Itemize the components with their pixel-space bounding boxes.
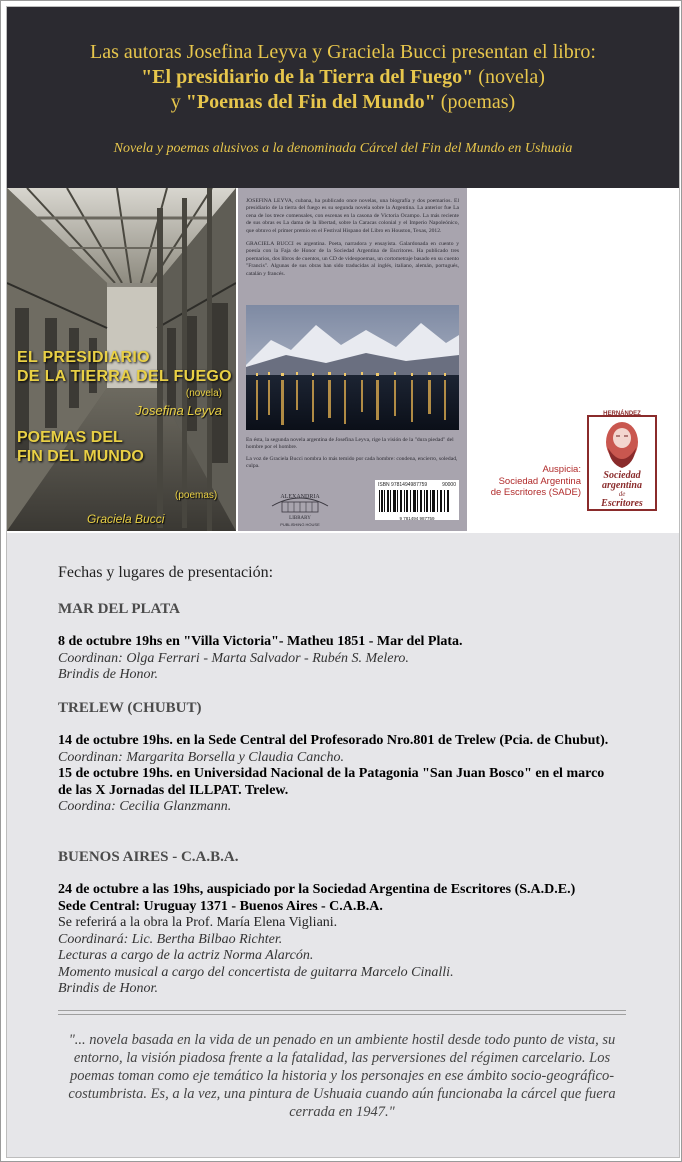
book-quote: "... novela basada en la vida de un penado en un ambiente hostil desde todo punto de vista, su entorno, la visión piadosa frente a la fatalidad, las perversiones del régimen carcelario. Los poemas toman como eje temático la historia y los personajes en ese ámbito socio-geográfico-costumbrista. Es, a la vez, una pintura de Ushuaia cuando aún funcionaba la cárcel que fuera cerrada en 1947." bbox=[68, 1032, 616, 1120]
event-extra: Brindis de Honor. bbox=[58, 981, 158, 996]
cover-title-novel bbox=[17, 348, 232, 386]
bio-bucci: GRACIELA BUCCI es argentina. Poeta, narradora y ensayista. Galardonada en cuento y poesía con la Faja de Honor de la Sociedad Argentina de Escritores. Ha publicado tres poemarios, dos libros de cuentos, un CD de videopoemas, un cortometraje basado en su cuento "Francis". Algunas de sus obras han sido traducidas al inglés, italiano, alemán, portugués, catalán y francés. bbox=[246, 241, 459, 277]
event-readings: Lecturas a cargo de la actriz Norma Alarcón. bbox=[58, 948, 314, 963]
header-intro: Las autoras Josefina Leyva y Graciela Bucci presentan el libro: bbox=[90, 41, 596, 63]
isbn-barcode bbox=[375, 480, 459, 520]
event-coordinators-2: Coordina: Cecilia Glanzmann. bbox=[58, 799, 232, 814]
flyer bbox=[6, 6, 680, 1158]
cover-title2-line2: FIN DEL MUNDO bbox=[17, 448, 144, 465]
publisher-name-2: LIBRARY bbox=[289, 516, 311, 521]
publisher-logo bbox=[268, 488, 332, 528]
back-cover-blurb bbox=[246, 437, 459, 471]
header-book2 bbox=[7, 90, 679, 114]
city-trelew: TRELEW (CHUBUT) bbox=[58, 700, 202, 716]
event-speaker: Se referirá a la obra la Prof. María Elena Vigliani. bbox=[58, 915, 338, 930]
header-subtitle: Novela y poemas alusivos a la denominada Cárcel del Fin del Mundo en Ushuaia bbox=[113, 141, 573, 156]
book2-title: "Poemas del Fin del Mundo" bbox=[185, 91, 436, 113]
event-title-2: 15 de octubre 19hs. en Universidad Nacional de la Patagonia "San Juan Bosco" en el marco de las X Jornadas del ILLPAT. Trelew. bbox=[58, 766, 605, 798]
cover-author-leyva: Josefina Leyva bbox=[135, 403, 222, 418]
event-title: 8 de octubre 19hs en "Villa Victoria"- Matheu 1851 - Mar del Plata. bbox=[58, 634, 463, 649]
sade-logo bbox=[586, 408, 658, 512]
city-buenos-aires: BUENOS AIRES - C.A.B.A. bbox=[58, 849, 239, 865]
back-cover-image bbox=[238, 188, 467, 531]
publisher-name-1: ALEXANDRIA bbox=[280, 494, 320, 500]
ushuaia-photo bbox=[246, 305, 459, 430]
publisher-name-3: PUBLISHING HOUSE bbox=[280, 522, 320, 527]
logo-hernandez: HERNÁNDEZ bbox=[603, 411, 641, 417]
book1-genre: (novela) bbox=[473, 66, 545, 88]
sponsor-text bbox=[489, 464, 581, 499]
city-mar-del-plata: MAR DEL PLATA bbox=[58, 601, 180, 617]
image-strip bbox=[7, 188, 679, 533]
sponsor-line1: Sociedad Argentina bbox=[498, 475, 581, 487]
book2-genre: (poemas) bbox=[435, 91, 516, 113]
logo-sociedad: Sociedad bbox=[603, 470, 641, 481]
sponsor-label: Auspicia: bbox=[542, 464, 581, 475]
bio-leyva: JOSEFINA LEYVA, cubana, ha publicado once novelas, una biografía y dos poemarios. El presidiario de la tierra del fuego es su segunda novela sobre la Argentina. La anterior fue La cena de los trece comensales, con escenas en la casona de Victoria Ocampo. La más reciente de sus obras es La dama de la libertad, sobre la Caracas colonial y el Imperio Napoleónico, que obtuvo el primer premio en el Festival Hispano del Libro en Houston, Texas, 2012. bbox=[246, 198, 459, 234]
book1-title: "El presidiario de la Tierra del Fuego" bbox=[141, 66, 474, 88]
event-coordinators: Coordinan: Margarita Borsella y Claudia Cancho. bbox=[58, 749, 344, 765]
event-trelew-1 bbox=[58, 733, 618, 816]
price-code: 90000 bbox=[442, 482, 456, 488]
barcode-bars bbox=[375, 490, 459, 516]
event-venue: Sede Central: Uruguay 1371 - Buenos Aires - C.A.B.A. bbox=[58, 898, 383, 914]
cover-author-bucci: Graciela Bucci bbox=[87, 512, 165, 526]
event-title: 24 de octubre a las 19hs, auspiciado por la Sociedad Argentina de Escritores (S.A.D.E.) bbox=[58, 882, 576, 897]
event-title: 14 de octubre 19hs. en la Sede Central del Profesorado Nro.801 de Trelew (Pcia. de Chubut). bbox=[58, 733, 609, 748]
blurb-novel: En ésta, la segunda novela argentina de Josefina Leyva, rige la visión de la "dura piedad" del hombre por el hombre. bbox=[246, 437, 454, 451]
event-coordinator: Coordinará: Lic. Bertha Bilbao Richter. bbox=[58, 931, 283, 947]
cover-novela-label: (novela) bbox=[185, 388, 222, 399]
event-buenos-aires bbox=[58, 882, 618, 998]
blurb-poems: La voz de Graciela Bucci nombra lo más temido por cada hombre: condena, encierro, soledad, culpa. bbox=[246, 455, 458, 470]
cover-title-poems bbox=[17, 428, 144, 466]
front-cover-image bbox=[7, 188, 236, 531]
isbn-text: ISBN 9781494987759 bbox=[378, 482, 428, 488]
book2-prefix: y bbox=[170, 91, 186, 113]
divider bbox=[58, 1010, 626, 1015]
logo-de: de bbox=[618, 490, 626, 498]
logo-argentina: argentina bbox=[601, 480, 643, 491]
event-mar-del-plata bbox=[58, 634, 618, 684]
cover-poemas-label: (poemas) bbox=[175, 490, 218, 501]
logo-escritores: Escritores bbox=[601, 498, 643, 509]
event-coordinators: Coordinan: Olga Ferrari - Marta Salvador - Rubén S. Melero. bbox=[58, 650, 409, 666]
header-banner bbox=[7, 7, 679, 188]
header-book1 bbox=[7, 65, 679, 89]
cover-title2-line1: POEMAS DEL bbox=[17, 429, 123, 446]
event-music: Momento musical a cargo del concertista de guitarra Marcelo Cinalli. bbox=[58, 964, 454, 980]
cover-title-line2: DE LA TIERRA DEL FUEGO bbox=[17, 368, 232, 385]
dates-heading: Fechas y lugares de presentación: bbox=[58, 564, 274, 581]
cover-title-line1: EL PRESIDIARIO bbox=[17, 349, 150, 366]
barcode-number: 9 781494 987759 bbox=[399, 516, 435, 521]
event-extra: Brindis de Honor. bbox=[58, 667, 158, 682]
back-cover-bios bbox=[246, 198, 459, 278]
sponsor-line2: de Escritores (SADE) bbox=[490, 487, 581, 498]
